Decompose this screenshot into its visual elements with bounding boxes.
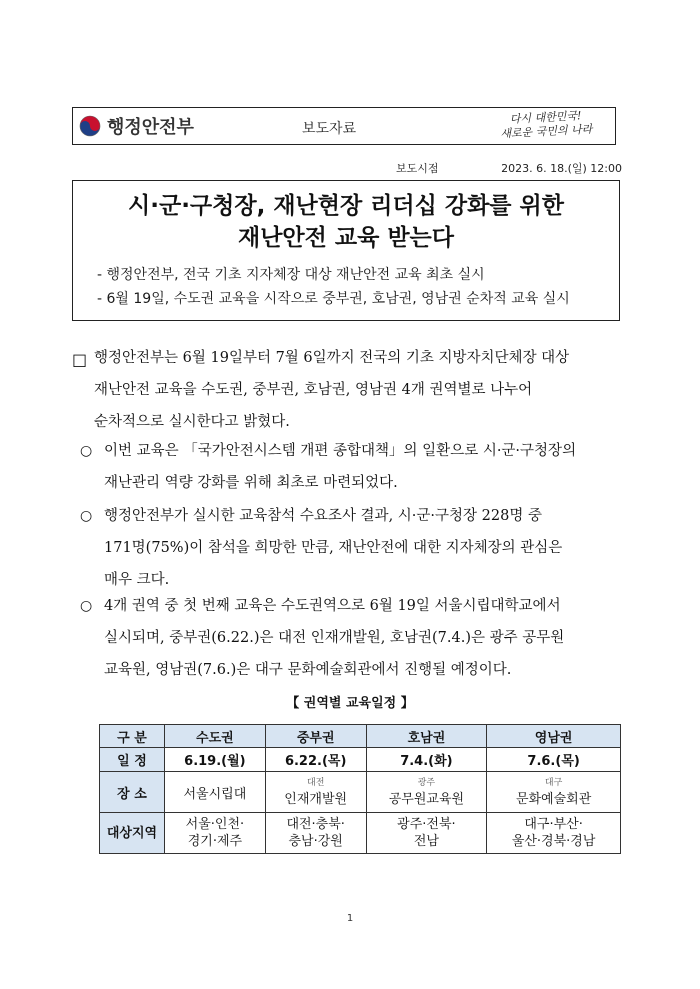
place-city: 대전: [307, 777, 325, 788]
date-cell: 6.22.(목): [265, 748, 366, 772]
row-header: 장 소: [100, 772, 165, 813]
paragraph-line: 매우 크다.: [104, 572, 170, 588]
circle-bullet-icon: ○: [80, 443, 93, 459]
paragraph-line: 순차적으로 실시한다고 밝혔다.: [94, 414, 290, 430]
circle-bullet-icon: ○: [80, 598, 93, 614]
area-cell: [165, 813, 266, 854]
schedule-table: [99, 724, 621, 854]
paragraph-line: 교육원, 영남권(7.6.)은 대구 문화예술회관에서 진행될 예정이다.: [104, 662, 512, 678]
area-line: 광주·전북·: [397, 817, 456, 832]
subheadlines: [97, 263, 617, 311]
main-paragraph: [94, 342, 569, 438]
header-cell: 수도권: [165, 725, 266, 748]
subheadline-2: - 6월 19일, 수도권 교육을 시작으로 중부권, 호남권, 영남권 순차적 교육 실시: [97, 291, 570, 307]
row-header: 일 정: [100, 748, 165, 772]
place-name: 인재개발원: [284, 791, 348, 807]
area-line: 서울·인천·: [185, 817, 245, 832]
paragraph-line: 171명(75%)이 참석을 희망한 만큼, 재난안전에 대한 지자체장의 관심은: [104, 540, 563, 556]
document-type: 보도자료: [302, 121, 357, 137]
release-label: 보도시점: [396, 162, 439, 175]
place-city: 광주: [417, 777, 436, 788]
area-cell: [366, 813, 487, 854]
place-name: 문화예술회관: [515, 791, 592, 807]
place-cell: [165, 772, 266, 813]
place-city: 대구: [544, 777, 563, 788]
header-cell: 구 분: [100, 725, 165, 748]
paragraph-line: 재난안전 교육을 수도권, 중부권, 호남권, 영남권 4개 권역별로 나누어: [94, 382, 533, 398]
circle-bullet-icon: ○: [80, 508, 93, 524]
schedule-caption: 【 권역별 교육일정 】: [286, 696, 414, 711]
paragraph-line: 행정안전부는 6월 19일부터 7월 6일까지 전국의 기초 지방자치단체장 대상: [94, 350, 570, 366]
paragraph-line: 4개 권역 중 첫 번째 교육은 수도권역으로 6월 19일 서울시립대학교에서: [104, 598, 561, 614]
release-time: [396, 160, 622, 176]
table-header-row: [100, 725, 621, 748]
area-cell: [265, 813, 366, 854]
table-row: [100, 772, 621, 813]
row-header: 대상지역: [100, 813, 165, 854]
paragraph-line: 재난관리 역량 강화를 위해 최초로 마련되었다.: [104, 475, 398, 491]
area-line: 충남·강원: [288, 834, 343, 849]
area-line: 대구·부산·: [524, 817, 583, 832]
place-cell: [366, 772, 487, 813]
taegeuk-emblem-icon: [79, 115, 101, 137]
date-cell: 7.6.(목): [487, 748, 621, 772]
headline: [73, 190, 619, 254]
table-row: [100, 748, 621, 772]
letterhead: [72, 107, 616, 145]
page-number: 1: [346, 913, 354, 924]
area-line: 전남: [413, 834, 439, 849]
slogan-line-1: 다시 대한민국!: [509, 109, 582, 126]
headline-box: [72, 180, 620, 321]
area-line: 경기·제주: [187, 834, 243, 849]
square-bullet-icon: □: [72, 350, 88, 369]
paragraph-line: 행정안전부가 실시한 교육참석 수요조사 결과, 시·군·구청장 228명 중: [104, 508, 542, 524]
sub-paragraph-1: [104, 435, 576, 499]
place-cell: [265, 772, 366, 813]
place-name: 공무원교육원: [388, 791, 465, 807]
header-cell: 중부권: [265, 725, 366, 748]
date-cell: 6.19.(월): [165, 748, 266, 772]
release-datetime: 2023. 6. 18.(일) 12:00: [501, 162, 622, 175]
sub-paragraph-2: [104, 500, 562, 596]
slogan: [486, 108, 605, 142]
headline-line-1: 시·군·구청장, 재난현장 리더십 강화를 위한: [128, 193, 564, 219]
subheadline-1: - 행정안전부, 전국 기초 지자체장 대상 재난안전 교육 최초 실시: [97, 267, 485, 283]
paragraph-line: 이번 교육은 「국가안전시스템 개편 종합대책」의 일환으로 시·군·구청장의: [104, 443, 577, 459]
ministry-name: 행정안전부: [107, 117, 194, 138]
place-name: 서울시립대: [183, 786, 247, 802]
headline-line-2: 재난안전 교육 받는다: [238, 225, 454, 251]
table-row: [100, 813, 621, 854]
area-line: 울산·경북·경남: [511, 834, 596, 849]
date-cell: 7.4.(화): [366, 748, 487, 772]
slogan-line-2: 새로운 국민의 나라: [500, 122, 593, 141]
sub-paragraph-3: [104, 590, 564, 686]
ministry-logo: [79, 113, 194, 139]
place-cell: [487, 772, 621, 813]
header-cell: 호남권: [366, 725, 487, 748]
area-cell: [487, 813, 621, 854]
paragraph-line: 실시되며, 중부권(6.22.)은 대전 인재개발원, 호남권(7.4.)은 광주 공무원: [104, 630, 565, 646]
area-line: 대전·충북·: [286, 817, 345, 832]
header-cell: 영남권: [487, 725, 621, 748]
